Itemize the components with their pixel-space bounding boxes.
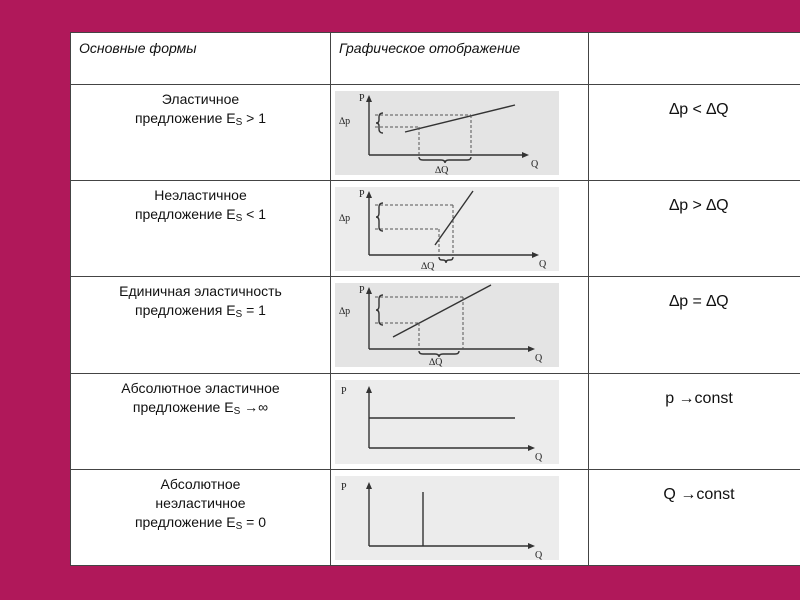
form-subtitle: неэластичное <box>155 494 246 511</box>
table-row <box>71 469 800 565</box>
graph-cell <box>331 277 589 373</box>
graph-cell <box>331 469 589 565</box>
table-header-row <box>71 33 800 85</box>
relation-cell: p →const <box>589 373 800 469</box>
form-formula: предложение $E_S < 1$ <box>134 206 267 225</box>
header-relation <box>589 33 800 85</box>
supply-line <box>393 285 491 337</box>
supply-line <box>435 191 473 245</box>
relation-cell: Q →const <box>589 469 800 565</box>
supply-elasticity-table <box>70 32 800 566</box>
p-axis-label: P <box>341 481 347 493</box>
form-title: Абсолютное <box>160 475 241 492</box>
dq-label: ∆Q <box>421 261 435 272</box>
form-title: Единичная эластичность <box>119 283 282 300</box>
q-axis-label: Q <box>531 159 539 171</box>
graph-cell <box>331 85 589 181</box>
table-row <box>71 85 800 181</box>
dq-label: ∆Q <box>429 357 443 368</box>
q-axis-label: Q <box>535 549 543 560</box>
table-row <box>71 181 800 277</box>
dq-label: ∆Q <box>435 165 449 176</box>
form-cell <box>71 181 331 277</box>
form-title: Абсолютное эластичное <box>121 379 280 396</box>
p-axis-label: P <box>359 189 365 201</box>
q-axis-label: Q <box>535 353 543 365</box>
relation-cell: ∆p > ∆Q <box>589 181 800 277</box>
form-formula: предложения $E_S = 1$ <box>135 302 266 321</box>
elastic-supply-graph <box>335 91 559 175</box>
p-axis-label: P <box>359 285 365 297</box>
p-axis-label: P <box>341 385 347 397</box>
supply-line <box>405 105 515 132</box>
graph-cell <box>331 181 589 277</box>
form-cell <box>71 469 331 565</box>
form-title: Эластичное <box>161 91 240 108</box>
graph-cell <box>331 373 589 469</box>
table-row <box>71 373 800 469</box>
relation-cell: ∆p = ∆Q <box>589 277 800 373</box>
dp-label: ∆p <box>339 306 351 318</box>
dp-label: ∆p <box>339 213 351 225</box>
q-axis-label: Q <box>539 259 547 271</box>
form-cell <box>71 373 331 469</box>
form-cell <box>71 277 331 373</box>
form-formula: предложение $E_S = 0$ <box>134 513 267 532</box>
table-row <box>71 277 800 373</box>
inelastic-supply-graph <box>335 187 559 271</box>
perfectly-elastic-supply-graph <box>335 380 559 464</box>
q-axis-label: Q <box>535 451 543 463</box>
header-graphic: Графическое отображение <box>331 33 589 85</box>
dp-label: ∆p <box>339 116 351 128</box>
header-forms: Основные формы <box>71 33 331 85</box>
form-cell <box>71 85 331 181</box>
form-formula: предложение $E_S > 1$ <box>134 110 267 129</box>
perfectly-inelastic-supply-graph <box>335 476 559 560</box>
form-title: Неэластичное <box>154 187 247 204</box>
unit-elastic-supply-graph <box>335 283 559 367</box>
relation-cell: ∆p < ∆Q <box>589 85 800 181</box>
p-axis-label: P <box>359 93 365 105</box>
form-formula: предложение $E_S$ →∞ <box>132 398 269 417</box>
